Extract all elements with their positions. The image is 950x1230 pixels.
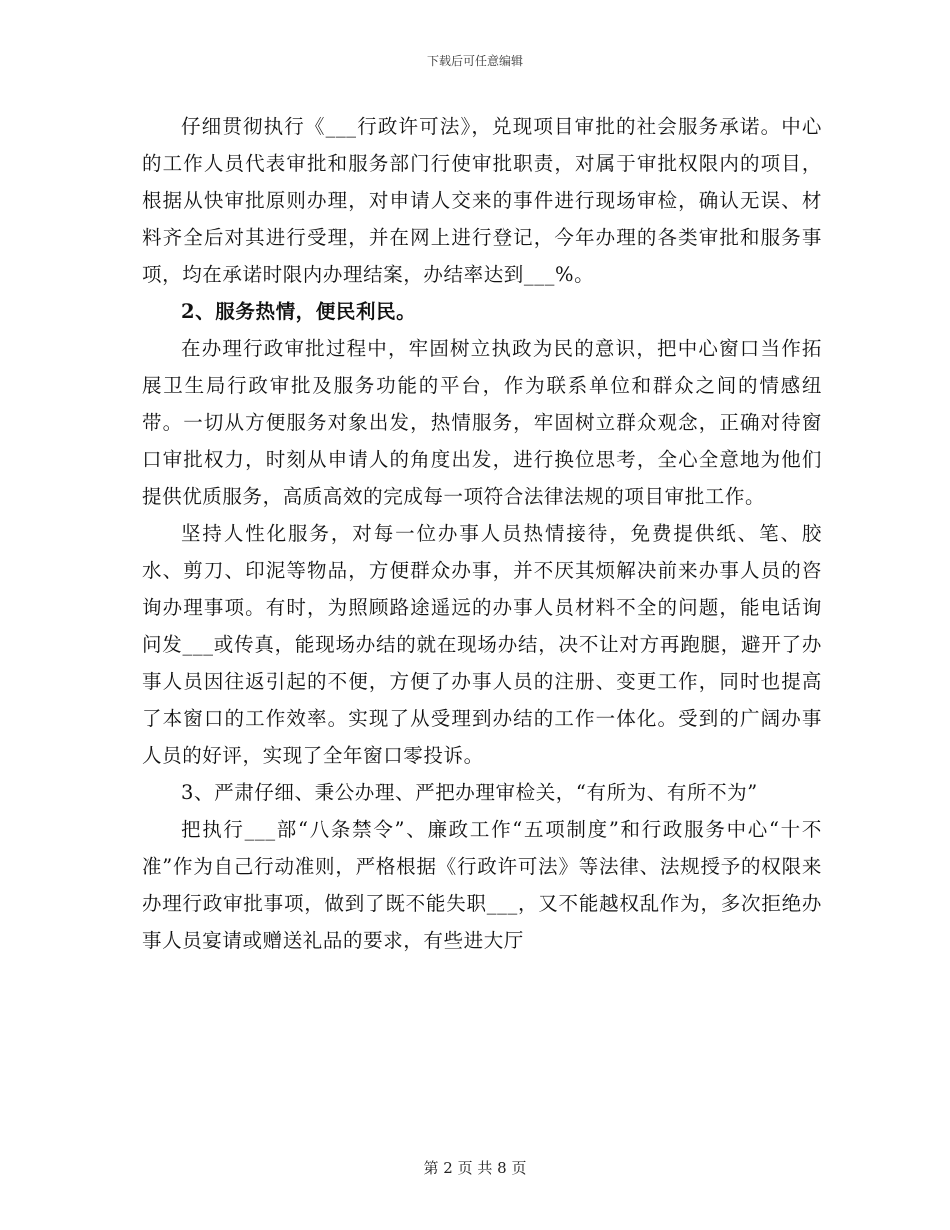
paragraph-approval-commitment: 仔细贯彻执行《___行政许可法》，兑现项目审批的社会服务承诺。中心的工作人员代表审批和服务部门行使审批职责，对属于审批权限内的项目，根据从快审批原则办理，对申请人交来的事件进行现场审检，确认无误、材料齐全后对其进行受理，并在网上进行登记，今年办理的各类审批和服务事项，均在承诺时限内办理结案，办结率达到___%。 [142, 115, 822, 286]
document-body [142, 108, 822, 959]
paragraph-humanized-service: 坚持人性化服务，对每一位办事人员热情接待，免费提供纸、笔、胶水、剪刀、印泥等物品，方便群众办事，并不厌其烦解决前来办事人员的咨询办理事项。有时，为照顾路途遥远的办事人员材料不全的问题，能电话询问发___或传真，能现场办结的就在现场办结，决不让对方再跑腿，避开了办事人员因往返引起的不便，方便了办事人员的注册、变更工作，同时也提高了本窗口的工作效率。实现了从受理到办结的工作一体化。受到的广阔办事人员的好评，实现了全年窗口零投诉。 [142, 522, 822, 767]
paragraph-integrity-rules: 把执行___部“八条禁令”、廉政工作“五项制度”和行政服务中心“十不准”作为自己行动准则，严格根据《行政许可法》等法律、法规授予的权限来办理行政审批事项，做到了既不能失职___，又不能越权乱作为，多次拒绝办事人员宴请或赠送礼品的要求，有些进大厅 [142, 818, 822, 952]
page-header-note: 下载后可任意编辑 [426, 54, 523, 68]
paragraph-service-window: 在办理行政审批过程中，牢固树立执政为民的意识，把中心窗口当作拓展卫生局行政审批及服务功能的平台，作为联系单位和群众之间的情感纽带。一切从方便服务对象出发，热情服务，牢固树立群众观念，正确对待窗口审批权力，时刻从申请人的角度出发，进行换位思考，全心全意地为他们提供优质服务，高质高效的完成每一项符合法律法规的项目审批工作。 [142, 337, 822, 508]
section-heading-service: 2、服务热情，便民利民。 [181, 300, 417, 323]
page-number-footer: 第 2 页 共 8 页 [423, 1159, 527, 1177]
section-heading-strict-review: 3、严肃仔细、秉公办理、严把办理审检关，“有所为、有所不为” [181, 781, 758, 804]
